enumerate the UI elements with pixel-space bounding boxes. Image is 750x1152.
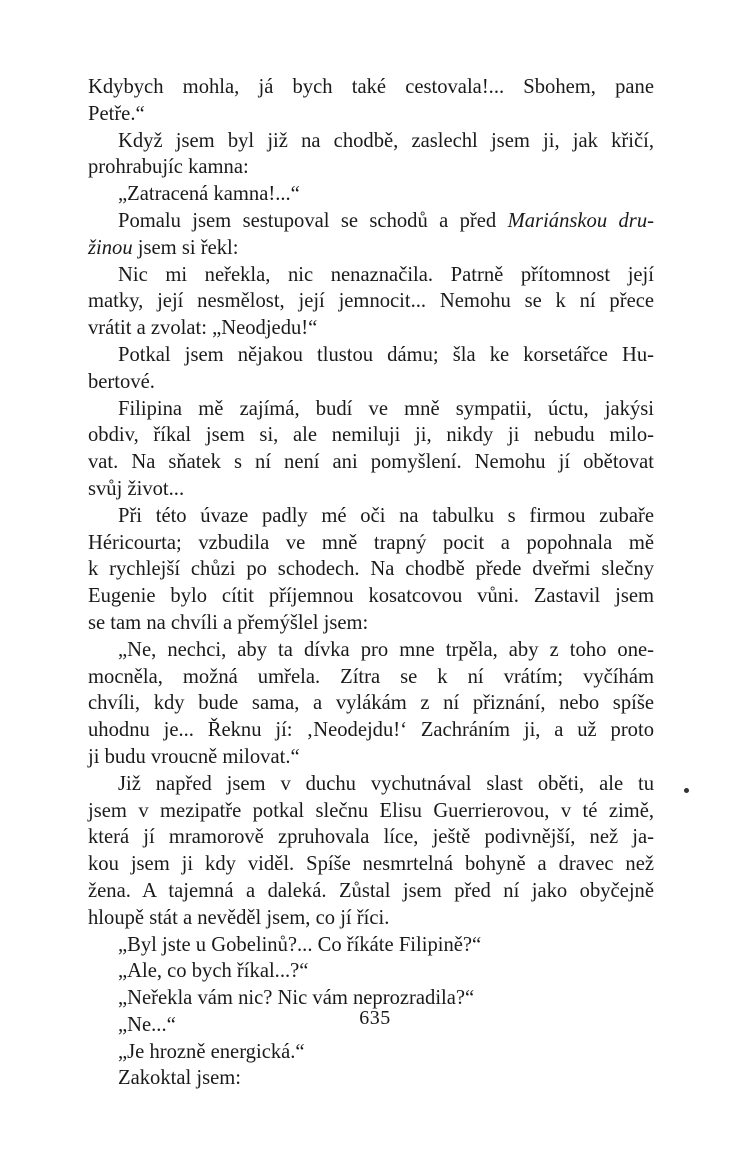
- text-line: „Ne...“: [118, 1013, 176, 1036]
- text-line: k rychlejší chůzi po schodech. Na chodbě přede dveřmi slečny: [88, 558, 654, 581]
- text-line: „Je hrozně energická.“: [118, 1040, 305, 1063]
- text-line: Když jsem byl již na chodbě, zaslechl jsem ji, jak křičí,: [118, 129, 654, 152]
- text-line: „Byl jste u Gobelinů?... Co říkáte Filipině?“: [118, 933, 482, 956]
- text-line: „Neřekla vám nic? Nic vám neprozradila?“: [118, 987, 475, 1010]
- text-line: Eugenie bylo cítit příjemnou kosatcovou vůni. Zastavil jsem: [88, 585, 654, 608]
- text-line: Héricourta; vzbudila ve mně trapný pocit a popohnala mě: [88, 531, 654, 554]
- text-line: mocněla, možná umřela. Zítra se k ní vrátím; vyčíhám: [88, 665, 654, 688]
- italic-title: Mariánskou dru-: [507, 209, 654, 232]
- text-line: bertové.: [88, 370, 155, 393]
- page-number: 635: [359, 1007, 391, 1029]
- text-line: hloupě stát a nevěděl jsem, co jí říci.: [88, 906, 390, 929]
- text-line: žena. A tajemná a daleká. Zůstal jsem před ní jako obyčejně: [88, 879, 654, 902]
- text-line: Při této úvaze padly mé oči na tabulku s firmou zubaře: [118, 504, 654, 527]
- text-line: se tam na chvíli a přemýšlel jsem:: [88, 611, 369, 634]
- text-line: Kdybych mohla, já bych také cestovala!... Sbohem, pane: [88, 76, 654, 98]
- text-line: „Ne, nechci, aby ta dívka pro mne trpěla, aby z toho one-: [118, 638, 654, 661]
- text-line: Potkal jsem nějakou tlustou dámu; šla ke korsetářce Hu-: [118, 343, 654, 366]
- text-line: uhodnu je... Řeknu jí: ‚Neodejdu!‘ Zachráním ji, a už proto: [88, 719, 654, 742]
- text-line: svůj život...: [88, 477, 185, 500]
- text-line: Petře.“: [88, 102, 145, 125]
- text-line: Pomalu jsem sestupoval se schodů a před Mariánskou dru-: [118, 209, 654, 232]
- text-line: ji budu vroucně milovat.“: [88, 745, 300, 768]
- text-line: Zakoktal jsem:: [118, 1067, 241, 1090]
- text-line: vrátit a zvolat: „Neodjedu!“: [88, 317, 318, 340]
- text-line: vat. Na sňatek s ní není ani pomyšlení. Nemohu jí obětovat: [88, 451, 654, 474]
- text-line: Již napřed jsem v duchu vychutnával slast oběti, ale tu: [118, 772, 654, 795]
- text-line: prohrabujíc kamna:: [88, 156, 249, 179]
- text-line: chvíli, kdy bude sama, a vylákám z ní přiznání, nebo spíše: [88, 692, 654, 715]
- book-page-text: [88, 74, 654, 1092]
- text-line: která jí mramorově zpruhovala líce, ještě podivnější, než ja-: [88, 826, 654, 849]
- text-line: „Zatracená kamna!...“: [118, 183, 300, 206]
- text-line: Nic mi neřekla, nic nenaznačila. Patrně přítomnost její: [118, 263, 654, 286]
- text-line: Filipina mě zajímá, budí ve mně sympatii, úctu, jakýsi: [118, 397, 654, 420]
- text-line: jsem v mezipatře potkal slečnu Elisu Guerrierovou, v té zimě,: [88, 799, 654, 822]
- text-line: kou jsem ji kdy viděl. Spíše nesmrtelná bohyně a dravec než: [88, 853, 654, 876]
- text-line: žinou jsem si řekl:: [88, 236, 239, 259]
- text-line: „Ale, co bych říkal...?“: [118, 960, 309, 983]
- print-speck: [684, 788, 689, 793]
- text-line: matky, její nesmělost, její jemnocit... Nemohu se k ní přece: [88, 290, 654, 313]
- italic-title: žinou: [88, 236, 133, 259]
- text-line: obdiv, říkal jsem si, ale nemiluji ji, nikdy ji nebudu milo-: [88, 424, 654, 447]
